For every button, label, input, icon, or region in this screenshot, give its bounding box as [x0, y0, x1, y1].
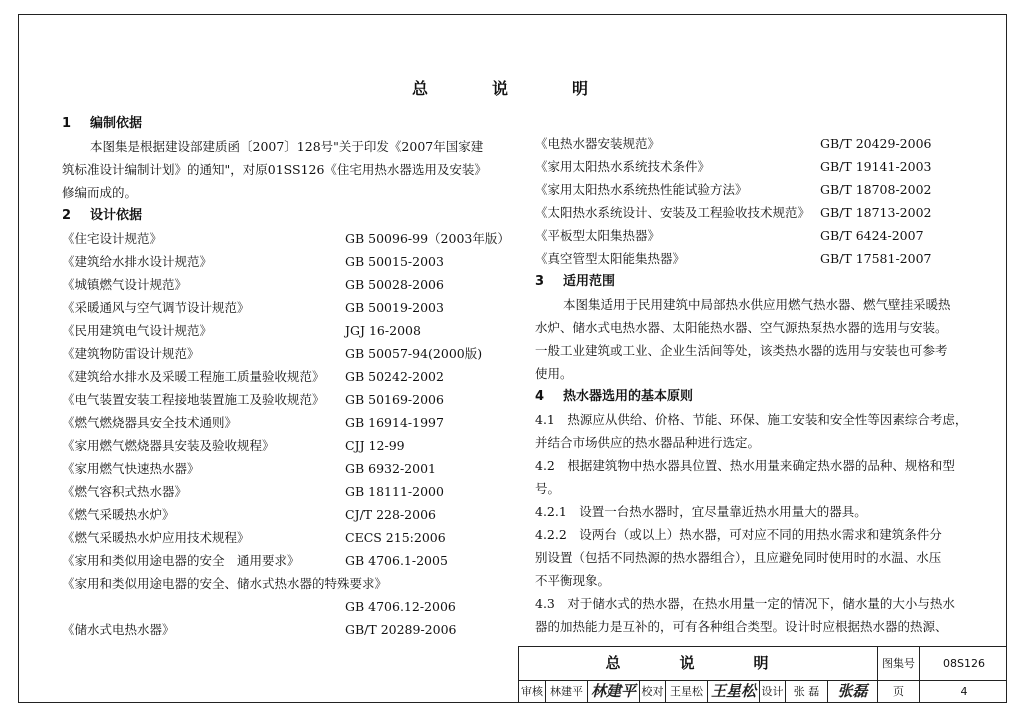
- section-heading: [62, 204, 522, 227]
- standard-row: [62, 227, 522, 250]
- standard-row: [62, 618, 522, 641]
- page-label: 页: [877, 680, 919, 703]
- paragraph-line: 本图集是根据建设部建质函〔2007〕128号"关于印发《2007年国家建: [90, 139, 484, 154]
- paragraph-line: 不平衡现象。: [535, 573, 611, 588]
- standard-code: GB 50057-94(2000版): [345, 346, 483, 361]
- standard-name: 《城镇燃气设计规范》: [62, 277, 188, 292]
- title-block-top-row: [519, 647, 1007, 681]
- standard-name: 《燃气采暖热水炉》: [62, 507, 175, 522]
- check-signature: 王星松: [707, 680, 759, 703]
- standard-code: GB/T 17581-2007: [820, 251, 932, 266]
- standard-code: GB 50242-2002: [345, 369, 444, 384]
- section-title: 设计依据: [90, 208, 143, 223]
- standard-name: 《建筑给水排水及采暖工程施工质量验收规范》: [62, 369, 325, 384]
- paragraph-line: 并结合市场供应的热水器品种进行选定。: [535, 435, 761, 450]
- standard-row: [62, 549, 522, 572]
- standard-row: [535, 247, 975, 270]
- standard-name: 《真空管型太阳能集热器》: [535, 251, 686, 266]
- standard-code: GB/T 18713-2002: [820, 205, 932, 220]
- section-title: 适用范围: [563, 274, 616, 289]
- standard-row: [535, 132, 975, 155]
- paragraph-line: 使用。: [535, 366, 573, 381]
- title-block: [518, 646, 1007, 703]
- standard-row: [62, 388, 522, 411]
- standard-code: GB 6932-2001: [345, 461, 436, 476]
- standard-row: [62, 342, 522, 365]
- standard-row: [535, 201, 975, 224]
- standard-name: 《家用燃气快速热水器》: [62, 461, 200, 476]
- standard-row: [62, 319, 522, 342]
- page-title: 总 说 明: [411, 79, 612, 98]
- standard-row: [62, 434, 522, 457]
- paragraph-line: 4.2.1 设置一台热水器时，宜尽量靠近热水用量大的器具。: [535, 504, 867, 519]
- standard-row: [62, 365, 522, 388]
- left-column: [62, 112, 522, 641]
- standard-code: GB/T 20429-2006: [820, 136, 932, 151]
- standard-name: 《建筑物防雷设计规范》: [62, 346, 200, 361]
- standard-row: [535, 178, 975, 201]
- standard-name: 《燃气采暖热水炉应用技术规程》: [62, 530, 250, 545]
- standard-code: GB 50096-99（2003年版）: [345, 231, 510, 246]
- standard-row: [62, 503, 522, 526]
- section-heading: [62, 112, 522, 135]
- standard-code: GB/T 19141-2003: [820, 159, 932, 174]
- standard-name: 《家用和类似用途电器的安全 通用要求》: [62, 553, 300, 568]
- title-block-sign-row: [519, 680, 1007, 703]
- standard-code: GB 50028-2006: [345, 277, 444, 292]
- standard-name: 《建筑给水排水设计规范》: [62, 254, 213, 269]
- standard-row: [62, 480, 522, 503]
- standard-code: GB/T 20289-2006: [345, 622, 457, 637]
- standard-name: 《平板型太阳集热器》: [535, 228, 661, 243]
- paragraph-line: 器的加热能力是互补的，可有各种组合类型。设计时应根据热水器的热源、: [535, 619, 948, 634]
- design-name: 张 磊: [785, 680, 827, 703]
- review-label: 审核: [521, 685, 543, 698]
- standard-code: GB 18111-2000: [345, 484, 444, 499]
- standard-row: [62, 250, 522, 273]
- atlas-number-label: 图集号: [877, 647, 919, 680]
- review-signature: 林建平: [587, 680, 639, 703]
- design-label: 设计: [759, 680, 785, 703]
- paragraph-line: 水炉、储水式电热水器、太阳能热水器、空气源热泵热水器的选用与安装。: [535, 320, 948, 335]
- section-heading: [535, 270, 975, 293]
- section-number: 1: [62, 116, 72, 131]
- paragraph-line: 号。: [535, 481, 561, 496]
- atlas-number: 08S126: [919, 647, 1008, 680]
- standard-name: 《家用太阳热水系统技术条件》: [535, 159, 711, 174]
- standard-name: 《电气装置安装工程接地装置施工及验收规范》: [62, 392, 325, 407]
- standard-code: GB 4706.1-2005: [345, 553, 448, 568]
- standard-name: 《民用建筑电气设计规范》: [62, 323, 213, 338]
- paragraph-line: 4.2 根据建筑物中热水器具位置、热水用量来确定热水器的品种、规格和型: [535, 458, 955, 473]
- title-block-title: 总 说 明: [605, 654, 791, 672]
- standard-name: 《家用燃气燃烧器具安装及验收规程》: [62, 438, 275, 453]
- standard-name: 《住宅设计规范》: [62, 231, 163, 246]
- standard-name: 《储水式电热水器》: [62, 622, 175, 637]
- standard-code: GB 50019-2003: [345, 300, 444, 315]
- paragraph-line: 4.2.2 设两台（或以上）热水器，可对应不同的用热水需求和建筑条件分: [535, 527, 942, 542]
- standard-code: GB 50169-2006: [345, 392, 444, 407]
- standard-row: [535, 224, 975, 247]
- standard-code: CECS 215:2006: [345, 530, 446, 545]
- standard-code: GB/T 6424-2007: [820, 228, 924, 243]
- section-number: 4: [535, 389, 545, 404]
- standard-name: 《电热水器安装规范》: [535, 136, 661, 151]
- standard-name: 《家用和类似用途电器的安全、储水式热水器的特殊要求》: [62, 576, 388, 591]
- section-heading: [535, 385, 975, 408]
- standard-code: CJJ 12-99: [345, 438, 405, 453]
- standard-row: [62, 572, 522, 595]
- standards-list: [62, 227, 522, 641]
- section-title: 热水器选用的基本原则: [563, 389, 694, 404]
- standard-name: 《采暖通风与空气调节设计规范》: [62, 300, 250, 315]
- standard-row: [62, 457, 522, 480]
- check-label: 校对: [639, 680, 665, 703]
- standard-row: [62, 526, 522, 549]
- standard-code: CJ/T 228-2006: [345, 507, 436, 522]
- standard-code: JGJ 16-2008: [345, 323, 421, 338]
- paragraph-line: 一般工业建筑或工业、企业生活间等处，该类热水器的选用与安装也可参考: [535, 343, 948, 358]
- section-title: 编制依据: [90, 116, 143, 131]
- section-number: 2: [62, 208, 72, 223]
- standard-code: GB 50015-2003: [345, 254, 444, 269]
- standard-code: GB 4706.12-2006: [345, 599, 456, 614]
- paragraph-line: 4.1 热源应从供给、价格、节能、环保、施工安装和安全性等因素综合考虑，: [535, 412, 968, 427]
- paragraph-line: 本图集适用于民用建筑中局部热水供应用燃气热水器、燃气壁挂采暖热: [563, 297, 951, 312]
- standard-code: GB/T 18708-2002: [820, 182, 932, 197]
- standard-row: [62, 296, 522, 319]
- review-name: 林建平: [545, 680, 587, 703]
- paragraph-line: 别设置（包括不同热源的热水器组合），且应避免同时使用时的水温、水压: [535, 550, 942, 565]
- section-number: 3: [535, 274, 545, 289]
- standard-row: [535, 155, 975, 178]
- standard-name: 《家用太阳热水系统热性能试验方法》: [535, 182, 748, 197]
- design-signature: 张磊: [827, 680, 877, 703]
- paragraph-line: 修编而成的。: [62, 185, 138, 200]
- standard-row: [62, 411, 522, 434]
- standard-row: [62, 273, 522, 296]
- standard-name: 《太阳热水系统设计、安装及工程验收技术规范》: [535, 205, 811, 220]
- paragraph-line: 筑标准设计编制计划》的通知"，对原01SS126《住宅用热水器选用及安装》: [62, 162, 487, 177]
- paragraph-line: 4.3 对于储水式的热水器，在热水用量一定的情况下，储水量的大小与热水: [535, 596, 955, 611]
- standard-code: GB 16914-1997: [345, 415, 444, 430]
- right-column: [535, 132, 975, 638]
- page-number: 4: [919, 680, 1008, 703]
- standard-name: 《燃气燃烧器具安全技术通则》: [62, 415, 238, 430]
- standard-name: 《燃气容积式热水器》: [62, 484, 188, 499]
- standards-list: [535, 132, 975, 270]
- check-name: 王星松: [665, 680, 707, 703]
